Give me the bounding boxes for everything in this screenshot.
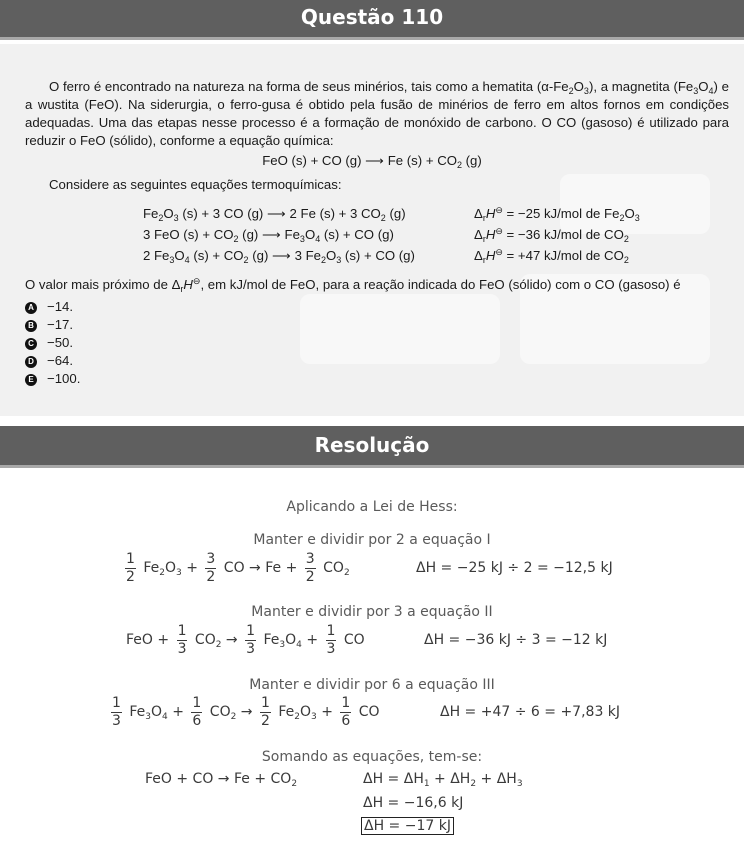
step1-heading: Manter e dividir por 2 a equação I xyxy=(253,532,491,548)
question-prompt: O valor mais próximo de $\Delta_rH^⊖$, em kJ/mol de FeO, para a reação indicada do FeO (sólido) com o CO (gasoso) é xyxy=(25,276,681,294)
step1-dh: ΔH = −25 kJ ÷ 2 = −12,5 kJ xyxy=(416,560,613,576)
question-paragraph: O ferro é encontrado na natureza na forma de seus minérios, tais como a hematita $(\alpha-Fe_2O_3)$, a magnetita $(Fe_3O_4)$ e a wustita (FeO). Na siderurgia, o ferro-gusa é obtido pela fusão de minérios de ferro em altos fornos em condições adequadas. Uma das etapas nesse processo é a formação de monóxido de carbono. O CO (gasoso) é utilizado para reduzir o FeO (sólido), conforme a equação química: xyxy=(25,79,730,148)
option-e[interactable] xyxy=(25,370,80,388)
sum-dh-value: ΔH = −16,6 kJ xyxy=(363,795,464,811)
resolution-title: Resolução xyxy=(314,433,430,457)
option-text: −17. xyxy=(47,317,74,332)
fraction: $\frac{1}{6}$ xyxy=(341,694,351,729)
step3-equation: $\frac{1}{3}$ $Fe_3O_4$ + $\frac{1}{6}$ $CO_2$ → $\frac{1}{2}$ $Fe_2O_3$ + $\frac{1}{6}$ CO xyxy=(112,694,380,729)
option-letter-badge: A xyxy=(25,302,37,314)
thermo-dh-3: $\Delta_rH^⊖ = +47$ kJ/mol de $CO_2$ xyxy=(474,247,629,265)
step2-equation: FeO + $\frac{1}{3}$ $CO_2$ → $\frac{1}{3}$ $Fe_3O_4$ + $\frac{1}{3}$ CO xyxy=(126,622,365,657)
fraction: $\frac{1}{3}$ xyxy=(326,622,336,657)
option-text: −50. xyxy=(47,335,74,350)
thermo-equation-1: $Fe_2O_3$ (s) + 3 CO (g) ⟶ 2 Fe (s) + 3 $CO_2$ (g) xyxy=(143,206,406,223)
thermo-equation-2: 3 FeO $(s) + CO_2$ (g) ⟶ $Fe_3O_4$ (s) + CO (g) xyxy=(143,227,394,244)
watermark-shape xyxy=(300,294,500,364)
step3-heading: Manter e dividir por 6 a equação III xyxy=(249,677,495,693)
header-divider xyxy=(0,37,744,40)
step2-heading: Manter e dividir por 3 a equação II xyxy=(251,604,493,620)
fraction: $\frac{1}{3}$ xyxy=(112,694,121,729)
option-text: −100. xyxy=(47,371,81,386)
resolution-intro: Aplicando a Lei de Hess: xyxy=(286,499,458,515)
consider-text: Considere as seguintes equações termoquímicas: xyxy=(49,177,342,192)
fraction: $\frac{1}{6}$ xyxy=(192,694,202,729)
option-letter-badge: E xyxy=(25,374,37,386)
sum-equation: FeO + CO → $Fe + CO_2$ xyxy=(145,771,298,789)
option-letter-badge: B xyxy=(25,320,37,332)
option-d[interactable] xyxy=(25,352,73,370)
option-b[interactable] xyxy=(25,316,73,334)
resolution-divider xyxy=(0,465,744,468)
fraction: $\frac{3}{2}$ xyxy=(206,550,216,585)
step3-dh: ΔH = +47 ÷ 6 = +7,83 kJ xyxy=(440,704,621,720)
fraction: $\frac{1}{3}$ xyxy=(246,622,256,657)
final-answer: ΔH = −17 kJ xyxy=(361,817,454,835)
question-header-bar xyxy=(0,0,744,37)
watermark-shape xyxy=(560,174,710,234)
step2-dh: ΔH = −36 kJ ÷ 3 = −12 kJ xyxy=(424,632,608,648)
thermo-dh-1: $\Delta_rH^⊖ = -25$ kJ/mol de $Fe_2O_3$ xyxy=(474,205,640,223)
option-c[interactable] xyxy=(25,334,73,352)
thermo-dh-2: $\Delta_rH^⊖ = -36$ kJ/mol de $CO_2$ xyxy=(474,226,629,244)
thermo-equation-3: 2 $Fe_3O_4$ $(s) + CO_2$ (g) ⟶ 3 $Fe_2O_3$ (s) + CO (g) xyxy=(143,248,415,265)
fraction: $\frac{1}{2}$ xyxy=(260,694,270,729)
fraction: $\frac{3}{2}$ xyxy=(305,550,315,585)
option-text: −64. xyxy=(47,353,74,368)
sum-heading: Somando as equações, tem-se: xyxy=(261,749,483,765)
option-letter-badge: C xyxy=(25,338,37,350)
question-title: Questão 110 xyxy=(300,5,444,29)
option-letter-badge: D xyxy=(25,356,37,368)
main-equation: FeO (s) + CO (g) ⟶ Fe $(s) + CO_2$ (g) xyxy=(262,153,482,170)
fraction: $\frac{1}{2}$ xyxy=(126,550,135,585)
sum-dh-formula: $\Delta H = \Delta H_1 + \Delta H_2 + \Delta H_3$ xyxy=(363,771,523,789)
resolution-header-bar xyxy=(0,426,744,465)
fraction: $\frac{1}{3}$ xyxy=(177,622,187,657)
option-a[interactable] xyxy=(25,298,73,316)
final-answer-box xyxy=(361,818,454,834)
step1-equation: $\frac{1}{2}$ $Fe_2O_3$ + $\frac{3}{2}$ CO → Fe + $\frac{3}{2}$ $CO_2$ xyxy=(126,550,350,585)
option-text: −14. xyxy=(47,299,74,314)
